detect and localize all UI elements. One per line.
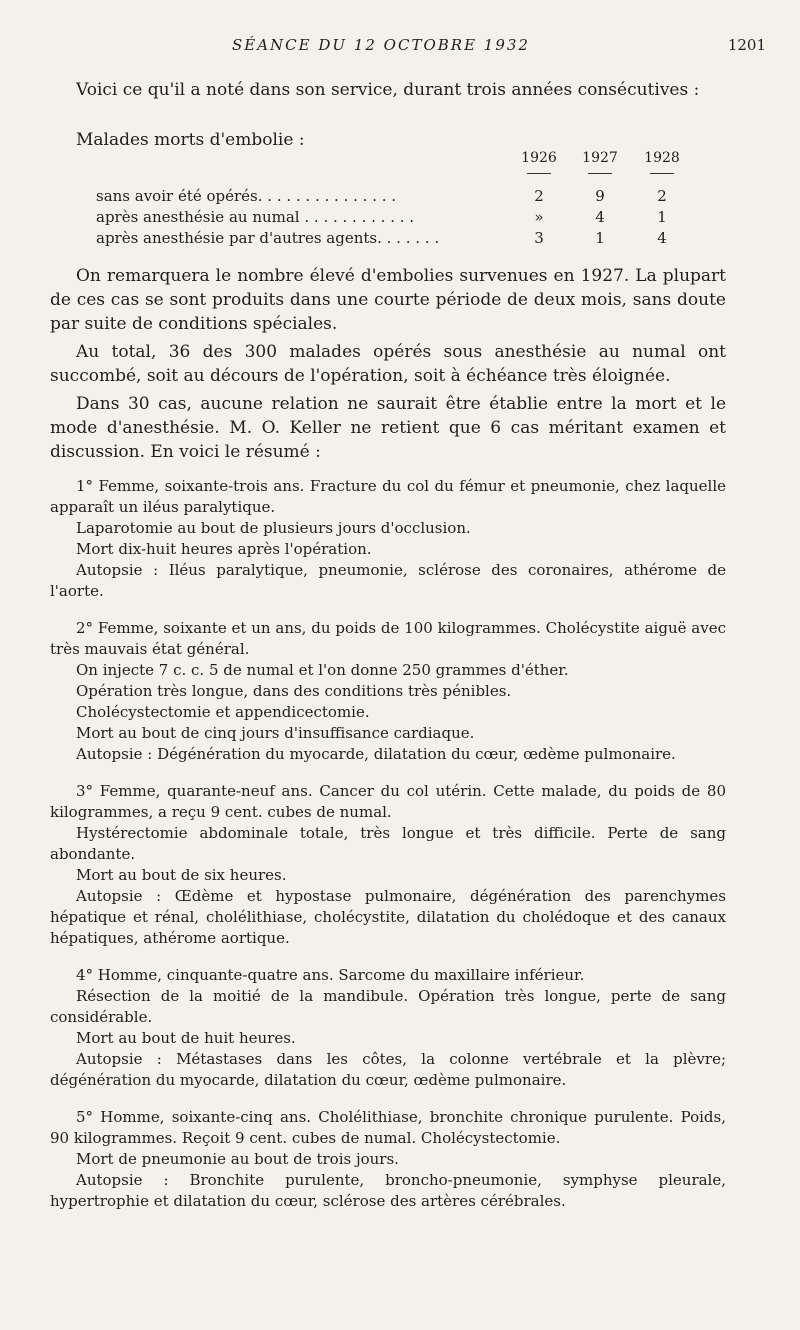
running-title: SÉANCE DU 12 OCTOBRE 1932	[232, 36, 530, 54]
case-line: Résection de la moitié de la mandibule. Opération très longue, perte de sang considérable.	[50, 987, 726, 1026]
case-3	[50, 781, 726, 949]
case-line: Autopsie : Dégénération du myocarde, dilatation du cœur, œdème pulmonaire.	[76, 745, 676, 763]
page-number: 1201	[727, 36, 766, 54]
year-label: 1927	[582, 150, 618, 166]
case-line: 2° Femme, soixante et un ans, du poids de 100 kilogrammes. Cholécystite aiguë avec très mauvais état général.	[50, 619, 726, 658]
case-2	[50, 618, 726, 765]
paragraph: Dans 30 cas, aucune relation ne saurait être établie entre la mort et le mode d'anesthésie. M. O. Keller ne retient que 6 cas méritant examen et discussion. En voici le résumé :	[50, 394, 726, 462]
year-header	[509, 150, 569, 177]
year-header	[632, 150, 692, 177]
table-row	[96, 186, 736, 207]
case-line: Mort au bout de six heures.	[76, 866, 287, 884]
case-1	[50, 476, 726, 602]
running-head	[50, 36, 766, 58]
cell-1928: 4	[657, 229, 667, 247]
case-line: Mort dix-huit heures après l'opération.	[76, 540, 372, 558]
case-line: On injecte 7 c. c. 5 de numal et l'on donne 250 grammes d'éther.	[76, 661, 569, 679]
case-line: 3° Femme, quarante-neuf ans. Cancer du col utérin. Cette malade, du poids de 80 kilogrammes, a reçu 9 cent. cubes de numal.	[50, 782, 726, 821]
paragraph: On remarquera le nombre élevé d'embolies survenues en 1927. La plupart de ces cas se sont produits dans une courte période de deux mois, sans doute par suite de conditions spéciales.	[50, 266, 726, 334]
cell-1926: 3	[534, 229, 544, 247]
table-row	[96, 228, 736, 249]
case-5	[50, 1107, 726, 1212]
cell-1927: 1	[595, 229, 605, 247]
case-line: Mort au bout de cinq jours d'insuffisance cardiaque.	[76, 724, 475, 742]
intro-paragraph: Voici ce qu'il a noté dans son service, durant trois années consécutives :	[76, 80, 700, 100]
case-line: Mort de pneumonie au bout de trois jours.	[76, 1150, 399, 1168]
cell-1928: 2	[657, 187, 667, 205]
case-list	[50, 476, 726, 1228]
row-label: après anesthésie au numal . . . . . . . . . . . .	[96, 208, 415, 226]
year-header	[570, 150, 630, 177]
paragraph: Au total, 36 des 300 malades opérés sous anesthésie au numal ont succombé, soit au décours de l'opération, soit à échéance très éloignée.	[50, 342, 726, 386]
case-line: Autopsie : Iléus paralytique, pneumonie, sclérose des coronaires, athérome de l'aorte.	[50, 561, 726, 600]
cell-1927: 9	[595, 187, 605, 205]
case-line: Mort au bout de huit heures.	[76, 1029, 296, 1047]
case-line: Autopsie : Métastases dans les côtes, la colonne vertébrale et la plèvre; dégénération du myocarde, dilatation du cœur, œdème pulmonaire.	[50, 1050, 726, 1089]
case-line: Hystérectomie abdominale totale, très longue et très difficile. Perte de sang abondante.	[50, 824, 726, 863]
year-dash	[527, 167, 551, 177]
case-line: Autopsie : Bronchite purulente, broncho-pneumonie, symphyse pleurale, hypertrophie et dilatation du cœur, sclérose des artères cérébrales.	[50, 1171, 726, 1210]
case-line: 4° Homme, cinquante-quatre ans. Sarcome du maxillaire inférieur.	[76, 966, 585, 984]
case-line: Laparotomie au bout de plusieurs jours d'occlusion.	[76, 519, 471, 537]
cell-1926: »	[534, 208, 544, 226]
year-dash	[650, 167, 674, 177]
year-label: 1926	[521, 150, 557, 166]
table-caption: Malades morts d'embolie :	[76, 130, 305, 150]
case-line: Opération très longue, dans des conditions très pénibles.	[76, 682, 512, 700]
cell-1928: 1	[657, 208, 667, 226]
cell-1927: 4	[595, 208, 605, 226]
case-line: 1° Femme, soixante-trois ans. Fracture du col du fémur et pneumonie, chez laquelle apparaît un iléus paralytique.	[50, 477, 726, 516]
body-text	[50, 264, 726, 468]
cell-1926: 2	[534, 187, 544, 205]
case-line: Autopsie : Œdème et hypostase pulmonaire, dégénération des parenchymes hépatique et rénal, cholélithiase, cholécystite, dilatation du cholédoque et des canaux hépatiques, athérome aortique.	[50, 887, 726, 947]
year-dash	[588, 167, 612, 177]
row-label: sans avoir été opérés. . . . . . . . . . . . . . .	[96, 187, 397, 205]
year-label: 1928	[644, 150, 680, 166]
embolism-table	[96, 186, 736, 249]
case-line: 5° Homme, soixante-cinq ans. Cholélithiase, bronchite chronique purulente. Poids, 90 kilogrammes. Reçoit 9 cent. cubes de numal. Cholécystectomie.	[50, 1108, 726, 1147]
case-line: Cholécystectomie et appendicectomie.	[76, 703, 370, 721]
table-row	[96, 207, 736, 228]
case-4	[50, 965, 726, 1091]
row-label: après anesthésie par d'autres agents. . . . . . .	[96, 229, 440, 247]
year-headers	[0, 150, 800, 190]
